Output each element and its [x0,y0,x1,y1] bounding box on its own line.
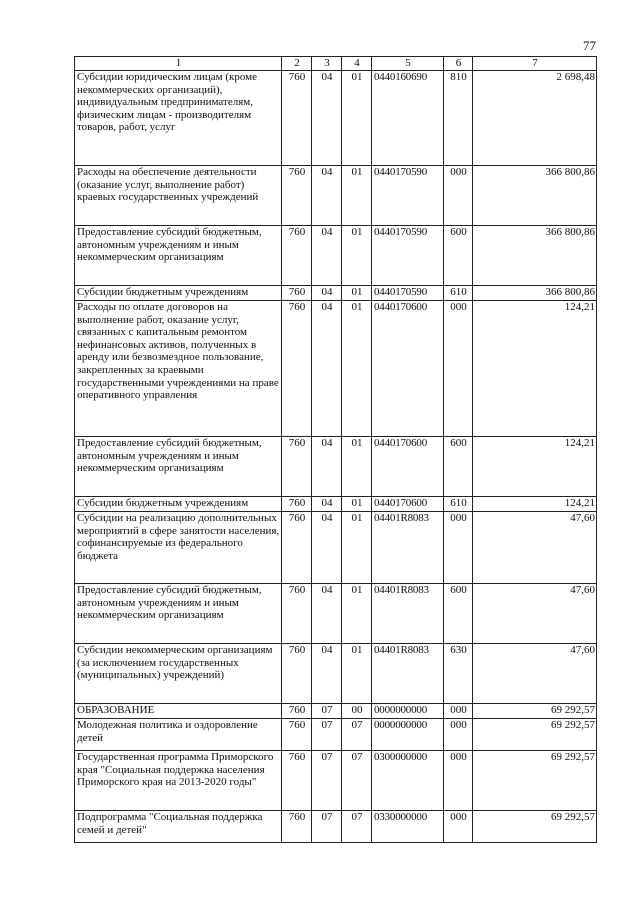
row-vr: 610 [444,497,473,512]
row-ved: 760 [282,166,312,226]
row-rz: 04 [312,437,342,497]
table-row [75,719,597,751]
row-vr: 000 [444,704,473,719]
row-amount: 47,60 [473,644,597,704]
row-csr: 0440170600 [372,437,444,497]
row-name: Расходы по оплате договоров на выполнение работ, оказание услуг, связанных с капитальным ремонтом нефинансовых активов, полученных в аренду или безвозмездное пользование, закрепленных за краевыми государственными учреждениями на праве оперативного управления [75,301,282,437]
row-ved: 760 [282,437,312,497]
row-name: Молодежная политика и оздоровление детей [75,719,282,751]
row-pr: 07 [342,751,372,811]
row-name: Государственная программа Приморского края "Социальная поддержка населения Приморского края на 2013-2020 годы" [75,751,282,811]
row-name: Субсидии бюджетным учреждениям [75,497,282,512]
table-row [75,704,597,719]
row-name: Предоставление субсидий бюджетным, автономным учреждениям и иным некоммерческим организациям [75,437,282,497]
row-vr: 000 [444,751,473,811]
row-ved: 760 [282,301,312,437]
row-vr: 610 [444,286,473,301]
row-ved: 760 [282,286,312,301]
row-pr: 01 [342,512,372,584]
table-row [75,166,597,226]
header-cell-rz: 3 [312,57,342,71]
row-csr: 0000000000 [372,704,444,719]
row-rz: 07 [312,751,342,811]
table-row [75,584,597,644]
table-row [75,751,597,811]
row-amount: 69 292,57 [473,811,597,843]
row-csr: 0440170600 [372,497,444,512]
header-row [75,57,597,71]
budget-table [74,56,597,843]
row-ved: 760 [282,751,312,811]
row-amount: 47,60 [473,584,597,644]
table-row [75,437,597,497]
row-pr: 00 [342,704,372,719]
table-row [75,286,597,301]
row-pr: 01 [342,301,372,437]
row-amount: 124,21 [473,437,597,497]
row-amount: 124,21 [473,301,597,437]
row-vr: 000 [444,166,473,226]
row-vr: 600 [444,226,473,286]
row-amount: 366 800,86 [473,226,597,286]
header-cell-ved: 2 [282,57,312,71]
table-row [75,811,597,843]
table-row [75,301,597,437]
row-pr: 07 [342,811,372,843]
row-rz: 04 [312,71,342,166]
row-ved: 760 [282,704,312,719]
row-pr: 01 [342,226,372,286]
row-pr: 01 [342,497,372,512]
row-vr: 000 [444,719,473,751]
row-ved: 760 [282,811,312,843]
row-name: Предоставление субсидий бюджетным, автономным учреждениям и иным некоммерческим организациям [75,584,282,644]
row-csr: 0300000000 [372,751,444,811]
row-pr: 07 [342,719,372,751]
row-rz: 04 [312,497,342,512]
row-rz: 04 [312,644,342,704]
row-name: Предоставление субсидий бюджетным, автономным учреждениям и иным некоммерческим организациям [75,226,282,286]
row-amount: 47,60 [473,512,597,584]
row-csr: 0440170600 [372,301,444,437]
table-row [75,226,597,286]
row-rz: 04 [312,512,342,584]
row-vr: 000 [444,301,473,437]
row-rz: 04 [312,286,342,301]
row-pr: 01 [342,644,372,704]
table-row [75,644,597,704]
row-ved: 760 [282,644,312,704]
row-rz: 07 [312,704,342,719]
row-name: Подпрограмма "Социальная поддержка семей и детей" [75,811,282,843]
row-rz: 04 [312,301,342,437]
row-amount: 69 292,57 [473,719,597,751]
row-name: Расходы на обеспечение деятельности (оказание услуг, выполнение работ) краевых государственных учреждений [75,166,282,226]
row-ved: 760 [282,719,312,751]
table-row [75,71,597,166]
row-amount: 69 292,57 [473,751,597,811]
row-vr: 600 [444,584,473,644]
row-csr: 0440160690 [372,71,444,166]
row-ved: 760 [282,226,312,286]
row-csr: 0440170590 [372,286,444,301]
row-vr: 630 [444,644,473,704]
row-rz: 07 [312,811,342,843]
header-cell-amount: 7 [473,57,597,71]
row-rz: 07 [312,719,342,751]
row-csr: 04401R8083 [372,644,444,704]
row-ved: 760 [282,497,312,512]
row-amount: 2 698,48 [473,71,597,166]
row-pr: 01 [342,71,372,166]
row-amount: 124,21 [473,497,597,512]
row-pr: 01 [342,286,372,301]
row-csr: 0440170590 [372,166,444,226]
row-name: Субсидии бюджетным учреждениям [75,286,282,301]
row-name: Субсидии некоммерческим организациям (за исключением государственных (муниципальных) учреждений) [75,644,282,704]
row-csr: 0330000000 [372,811,444,843]
row-vr: 000 [444,811,473,843]
row-ved: 760 [282,71,312,166]
row-csr: 04401R8083 [372,512,444,584]
row-name: Субсидии юридическим лицам (кроме некоммерческих организаций), индивидуальным предпринимателям, физическим лицам - производителям товаров, работ, услуг [75,71,282,166]
header-cell-vr: 6 [444,57,473,71]
row-vr: 600 [444,437,473,497]
header-cell-csr: 5 [372,57,444,71]
row-csr: 0000000000 [372,719,444,751]
table-row [75,512,597,584]
row-rz: 04 [312,166,342,226]
header-cell-name: 1 [75,57,282,71]
row-rz: 04 [312,584,342,644]
row-pr: 01 [342,437,372,497]
row-ved: 760 [282,512,312,584]
row-pr: 01 [342,584,372,644]
row-amount: 69 292,57 [473,704,597,719]
row-amount: 366 800,86 [473,166,597,226]
row-name: ОБРАЗОВАНИЕ [75,704,282,719]
row-csr: 04401R8083 [372,584,444,644]
row-vr: 810 [444,71,473,166]
row-pr: 01 [342,166,372,226]
row-amount: 366 800,86 [473,286,597,301]
header-cell-pr: 4 [342,57,372,71]
row-name: Субсидии на реализацию дополнительных мероприятий в сфере занятости населения, софинансируемые из федерального бюджета [75,512,282,584]
row-rz: 04 [312,226,342,286]
row-csr: 0440170590 [372,226,444,286]
row-ved: 760 [282,584,312,644]
table-row [75,497,597,512]
page-number: 77 [583,38,596,53]
row-vr: 000 [444,512,473,584]
